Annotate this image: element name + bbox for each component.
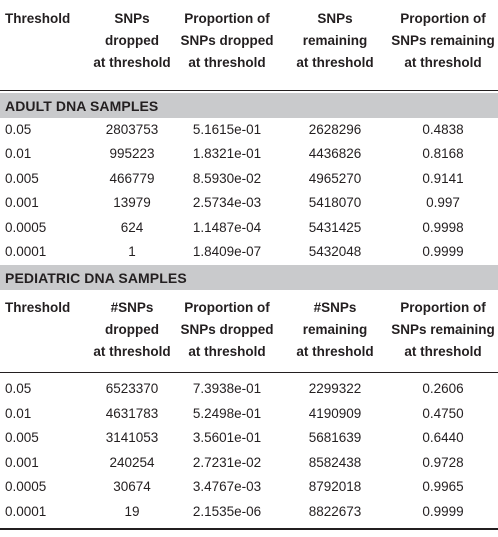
table-row — [0, 475, 498, 499]
header1-col-proportion-dropped — [177, 8, 277, 74]
header-line: Proportion of — [184, 11, 270, 26]
snps-remaining-cell: 5681639 — [308, 430, 362, 446]
threshold-cell: 0.0001 — [5, 504, 47, 519]
proportion-dropped-cell: 1.8409e-07 — [192, 244, 262, 259]
snps-dropped-cell: 1 — [128, 244, 136, 259]
table-row — [0, 142, 498, 166]
header-line: Proportion of — [400, 300, 486, 315]
snps-remaining-cell: 4965270 — [308, 170, 362, 186]
snps-remaining-cell: 5432048 — [308, 244, 362, 259]
header1-col-snps-dropped — [92, 8, 172, 74]
header-line: SNPs — [114, 11, 150, 26]
header-line: Proportion of — [400, 11, 486, 26]
proportion-remaining-cell: 0.9141 — [422, 170, 464, 186]
proportion-remaining-cell: 0.997 — [426, 195, 460, 211]
header-line: dropped — [105, 322, 159, 337]
snps-remaining-cell: 8582438 — [308, 454, 362, 470]
snps-remaining-cell: 5431425 — [308, 219, 362, 235]
threshold-cell: 0.05 — [5, 381, 32, 396]
proportion-dropped-cell: 2.1535e-06 — [192, 504, 262, 519]
section-title-adult: ADULT DNA SAMPLES — [5, 98, 159, 114]
snps-remaining-cell: 2628296 — [308, 122, 362, 137]
header-line: Proportion of — [184, 300, 270, 315]
threshold-cell: 0.001 — [5, 454, 39, 470]
header-line: at threshold — [93, 344, 171, 359]
header-line: remaining — [302, 322, 368, 337]
header-line: at threshold — [404, 55, 482, 70]
section-band-pediatric — [0, 265, 498, 290]
header-divider — [0, 90, 498, 91]
header2-col-threshold — [5, 297, 70, 319]
table-row — [0, 191, 498, 215]
section-title-pediatric: PEDIATRIC DNA SAMPLES — [5, 270, 187, 286]
threshold-cell: 0.005 — [5, 170, 39, 186]
header-line: at threshold — [296, 55, 374, 70]
snps-dropped-cell: 13979 — [113, 195, 151, 211]
header-line: at threshold — [296, 344, 374, 359]
table-row — [0, 451, 498, 475]
header1-col-proportion-remaining — [388, 8, 498, 74]
snps-dropped-cell: 6523370 — [105, 381, 159, 396]
header-line: #SNPs — [110, 300, 154, 315]
header2-col-proportion-dropped — [177, 297, 277, 363]
threshold-cell: 0.05 — [5, 122, 32, 137]
proportion-remaining-cell: 0.9999 — [422, 504, 464, 519]
proportion-remaining-cell: 0.8168 — [422, 146, 464, 162]
header2-col-proportion-remaining — [388, 297, 498, 363]
proportion-remaining-cell: 0.9728 — [422, 454, 464, 470]
snps-remaining-cell: 2299322 — [308, 381, 362, 396]
header-line: SNPs — [317, 11, 353, 26]
threshold-cell: 0.01 — [5, 146, 32, 162]
snps-dropped-cell: 19 — [124, 504, 140, 519]
header-line: at threshold — [93, 55, 171, 70]
header-line: SNPs dropped — [180, 33, 274, 48]
proportion-dropped-cell: 8.5930e-02 — [192, 170, 262, 186]
table-row — [0, 500, 498, 524]
snps-remaining-cell: 4190909 — [308, 405, 362, 421]
threshold-cell: 0.01 — [5, 405, 32, 421]
proportion-dropped-cell: 5.2498e-01 — [192, 405, 262, 421]
proportion-remaining-cell: 0.6440 — [422, 430, 464, 446]
snps-dropped-cell: 624 — [120, 219, 144, 235]
proportion-dropped-cell: 3.5601e-01 — [192, 430, 262, 446]
header-line: dropped — [105, 33, 159, 48]
proportion-remaining-cell: 0.9999 — [422, 244, 464, 259]
snps-dropped-cell: 995223 — [109, 146, 155, 162]
header1-col-snps-remaining — [287, 8, 383, 74]
proportion-dropped-cell: 2.5734e-03 — [192, 195, 262, 211]
threshold-cell: 0.001 — [5, 195, 39, 211]
snps-dropped-cell: 30674 — [113, 479, 151, 495]
table-row — [0, 167, 498, 191]
header1-col-threshold — [5, 8, 70, 30]
table-bottom-rule — [0, 528, 498, 530]
header2-col-snps-remaining — [287, 297, 383, 363]
proportion-remaining-cell: 0.4750 — [422, 405, 464, 421]
proportion-dropped-cell: 5.1615e-01 — [192, 122, 262, 137]
proportion-remaining-cell: 0.9998 — [422, 219, 464, 235]
threshold-cell: 0.0005 — [5, 479, 47, 495]
snps-dropped-cell: 3141053 — [105, 430, 159, 446]
header-line: #SNPs — [313, 300, 357, 315]
proportion-dropped-cell: 7.3938e-01 — [192, 381, 262, 396]
proportion-dropped-cell: 2.7231e-02 — [192, 454, 262, 470]
header-line: remaining — [302, 33, 368, 48]
proportion-remaining-cell: 0.2606 — [422, 381, 464, 396]
header-line: Threshold — [5, 11, 71, 26]
header-line: at threshold — [188, 55, 266, 70]
proportion-remaining-cell: 0.9965 — [422, 479, 464, 495]
table-row — [0, 402, 498, 426]
header-line: SNPs remaining — [391, 322, 495, 337]
section-band-adult — [0, 93, 498, 118]
snps-remaining-cell: 5418070 — [308, 195, 362, 211]
table-row — [0, 426, 498, 450]
table-row — [0, 377, 498, 401]
proportion-dropped-cell: 3.4767e-03 — [192, 479, 262, 495]
snps-dropped-cell: 466779 — [109, 170, 155, 186]
header2-divider — [0, 372, 498, 373]
header-line: at threshold — [188, 344, 266, 359]
threshold-cell: 0.0001 — [5, 244, 47, 259]
snps-remaining-cell: 8792018 — [308, 479, 362, 495]
proportion-dropped-cell: 1.1487e-04 — [192, 219, 262, 235]
table-row — [0, 216, 498, 240]
snps-dropped-cell: 2803753 — [105, 122, 159, 137]
table-row — [0, 118, 498, 142]
snps-remaining-cell: 4436826 — [308, 146, 362, 162]
header-line: at threshold — [404, 344, 482, 359]
header2-col-snps-dropped — [92, 297, 172, 363]
header-line: SNPs dropped — [180, 322, 274, 337]
threshold-cell: 0.005 — [5, 430, 39, 446]
threshold-cell: 0.0005 — [5, 219, 47, 235]
header-line: SNPs remaining — [391, 33, 495, 48]
proportion-remaining-cell: 0.4838 — [422, 122, 464, 137]
snps-remaining-cell: 8822673 — [308, 504, 362, 519]
snps-dropped-cell: 4631783 — [105, 405, 159, 421]
table-row — [0, 240, 498, 264]
header-line: Threshold — [5, 300, 71, 315]
proportion-dropped-cell: 1.8321e-01 — [192, 146, 262, 162]
snps-dropped-cell: 240254 — [109, 454, 155, 470]
